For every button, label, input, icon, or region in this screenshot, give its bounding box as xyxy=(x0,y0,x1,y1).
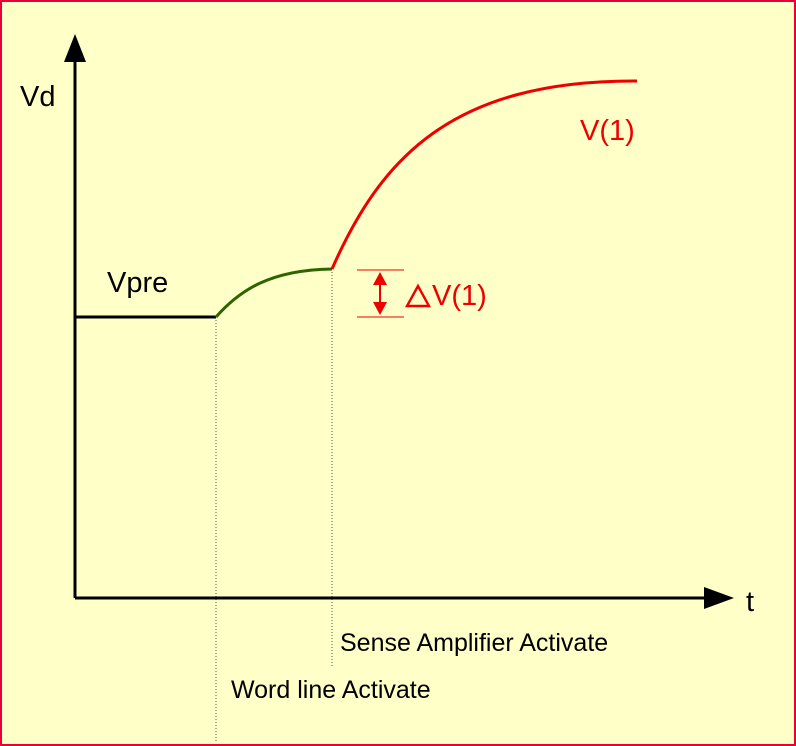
sense-amp-curve xyxy=(332,81,637,269)
delta-label xyxy=(407,280,487,312)
word-line-curve xyxy=(216,269,332,317)
y-axis-label: Vd xyxy=(20,81,56,113)
x-axis-arrowhead xyxy=(704,587,734,609)
delta-triangle-icon xyxy=(407,286,429,306)
word-line-event-label: Word line Activate xyxy=(231,676,431,704)
sense-amp-event-label: Sense Amplifier Activate xyxy=(340,629,609,657)
delta-label-text: V(1) xyxy=(432,280,487,312)
delta-up-arrow xyxy=(373,272,387,285)
precharge-label: Vpre xyxy=(107,267,169,299)
x-axis-label: t xyxy=(746,586,755,618)
y-axis-arrowhead xyxy=(64,34,86,62)
delta-down-arrow xyxy=(373,302,387,315)
curve-label: V(1) xyxy=(580,115,635,147)
